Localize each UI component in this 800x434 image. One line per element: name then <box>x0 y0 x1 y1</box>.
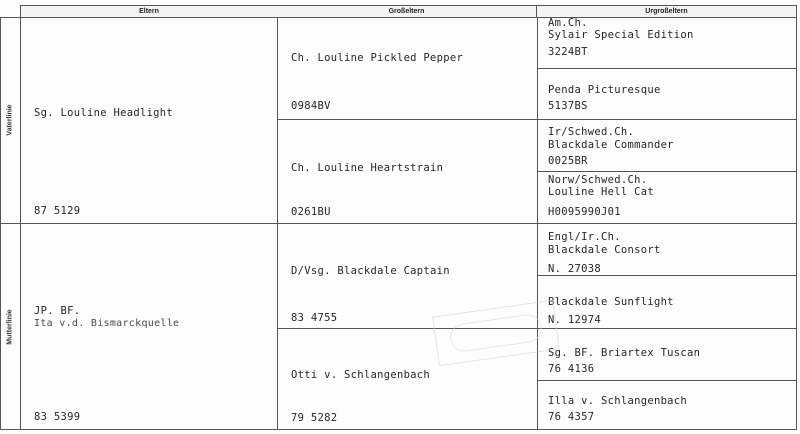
ggp-reg-8: 76 4357 <box>548 411 595 423</box>
ggp-name-2: Penda Picturesque <box>548 84 661 96</box>
ggp-name-6: Blackdale Sunflight <box>548 296 674 308</box>
ggp-reg-2: 5137BS <box>548 100 588 112</box>
grandparent-reg-4: 79 5282 <box>291 412 338 424</box>
grandparent-name-3: D/Vsg. Blackdale Captain <box>291 265 450 277</box>
mother-name-line2: Ita v.d. Bismarckquelle <box>34 318 180 329</box>
mother-line-label: Mutterlinie <box>6 309 14 345</box>
header-great-grandparents: Urgroßeltern <box>537 5 797 18</box>
mother-reg: 83 5399 <box>34 411 81 423</box>
grandparent-reg-2: 0261BU <box>291 206 331 218</box>
ggp-name-1: Sylair Special Edition <box>548 29 694 41</box>
father-name: Sg. Louline Headlight <box>34 107 174 119</box>
mother-name-line1: JP. BF. <box>34 305 81 317</box>
father-line-label: Vaterlinie <box>6 104 14 136</box>
ggp-reg-4: H0095990J01 <box>548 206 621 218</box>
ggp-name-3: Blackdale Commander <box>548 139 674 151</box>
grandparent-name-2: Ch. Louline Heartstrain <box>291 162 444 174</box>
ggp-title-4: Norw/Schwed.Ch. <box>548 174 648 186</box>
ggp-title-5: Engl/Ir.Ch. <box>548 231 621 243</box>
ggp-name-5: Blackdale Consort <box>548 244 661 256</box>
ggp-reg-1: 3224BT <box>548 46 588 58</box>
grandparent-name-4: Otti v. Schlangenbach <box>291 369 431 381</box>
ggp-title-1: Am.Ch. <box>548 17 588 29</box>
grandparent-reg-1: 0984BV <box>291 100 331 112</box>
ggp-name-4: Louline Hell Cat <box>548 186 654 198</box>
ggp-name-7: Sg. BF. Briartex Tuscan <box>548 347 701 359</box>
ggp-title-3: Ir/Schwed.Ch. <box>548 126 635 138</box>
grandparent-name-1: Ch. Louline Pickled Pepper <box>291 52 464 64</box>
father-reg: 87 5129 <box>34 205 81 217</box>
header-parents: Eltern <box>20 5 278 18</box>
ggp-reg-5: N. 27038 <box>548 263 601 275</box>
header-grandparents: Großeltern <box>277 5 537 18</box>
ggp-reg-6: N. 12974 <box>548 314 601 326</box>
ggp-name-8: Illa v. Schlangenbach <box>548 395 688 407</box>
grandparent-reg-3: 83 4755 <box>291 312 338 324</box>
ggp-reg-7: 76 4136 <box>548 363 595 375</box>
ggp-reg-3: 0025BR <box>548 155 588 167</box>
